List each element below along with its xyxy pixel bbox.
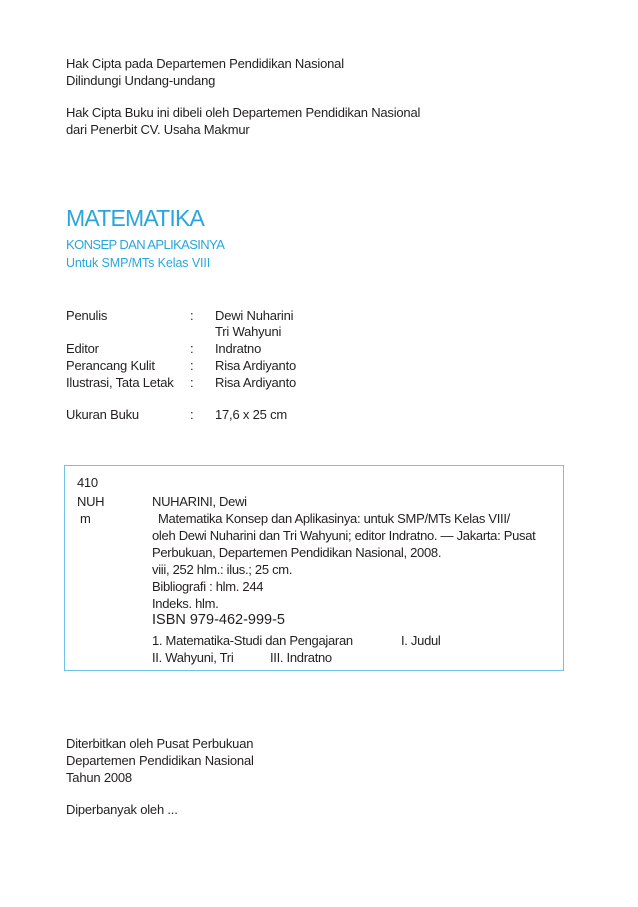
credit-value: 17,6 x 25 cm <box>215 407 288 422</box>
catalog-line: Indeks. hlm. <box>152 596 219 611</box>
book-audience: Untuk SMP/MTs Kelas VIII <box>66 256 211 270</box>
credit-label: Ilustrasi, Tata Letak <box>66 375 174 390</box>
publisher-line-4: Diperbanyak oleh ... <box>66 802 178 817</box>
catalog-class-number: 410 <box>77 475 98 490</box>
catalog-author: NUHARINI, Dewi <box>152 494 247 509</box>
catalog-line: Bibliografi : hlm. 244 <box>152 579 264 594</box>
catalog-subject-1: 1. Matematika-Studi dan Pengajaran <box>152 633 353 648</box>
catalog-isbn: ISBN 979-462-999-5 <box>152 612 285 628</box>
catalog-author-code: NUH <box>77 494 105 509</box>
book-subtitle: KONSEP DAN APLIKASINYA <box>66 237 225 252</box>
credit-value: Risa Ardiyanto <box>215 358 297 373</box>
catalog-line: oleh Dewi Nuharini dan Tri Wahyuni; editor Indratno. — Jakarta: Pusat <box>152 528 536 543</box>
copyright-line-1: Hak Cipta pada Departemen Pendidikan Nasional <box>66 56 344 71</box>
copyright-line-4: dari Penerbit CV. Usaha Makmur <box>66 122 250 137</box>
credit-label: Ukuran Buku <box>66 407 139 422</box>
credit-value: Tri Wahyuni <box>215 324 282 339</box>
publisher-line-3: Tahun 2008 <box>66 770 132 785</box>
credit-colon: : <box>190 341 194 356</box>
credit-value: Risa Ardiyanto <box>215 375 297 390</box>
catalog-line: Perbukuan, Departemen Pendidikan Nasional, 2008. <box>152 545 442 560</box>
book-title: MATEMATIKA <box>66 205 205 231</box>
copyright-line-2: Dilindungi Undang-undang <box>66 73 216 88</box>
credit-label: Penulis <box>66 308 108 323</box>
catalog-subject-1b: I. Judul <box>401 633 441 648</box>
credit-label: Perancang Kulit <box>66 358 155 373</box>
catalog-title-code: m <box>80 511 91 526</box>
catalog-subject-2b: III. Indratno <box>270 650 332 665</box>
credit-value: Dewi Nuharini <box>215 308 294 323</box>
credit-colon: : <box>190 308 194 323</box>
credit-colon: : <box>190 407 194 422</box>
credit-value: Indratno <box>215 341 262 356</box>
credit-colon: : <box>190 358 194 373</box>
catalog-line: Matematika Konsep dan Aplikasinya: untuk SMP/MTs Kelas VIII/ <box>158 511 510 526</box>
credit-label: Editor <box>66 341 99 356</box>
credit-colon: : <box>190 375 194 390</box>
publisher-line-1: Diterbitkan oleh Pusat Perbukuan <box>66 736 254 751</box>
copyright-line-3: Hak Cipta Buku ini dibeli oleh Departemen Pendidikan Nasional <box>66 105 421 120</box>
publisher-line-2: Departemen Pendidikan Nasional <box>66 753 254 768</box>
catalog-subject-2: II. Wahyuni, Tri <box>152 650 234 665</box>
catalog-line: viii, 252 hlm.: ilus.; 25 cm. <box>152 562 293 577</box>
